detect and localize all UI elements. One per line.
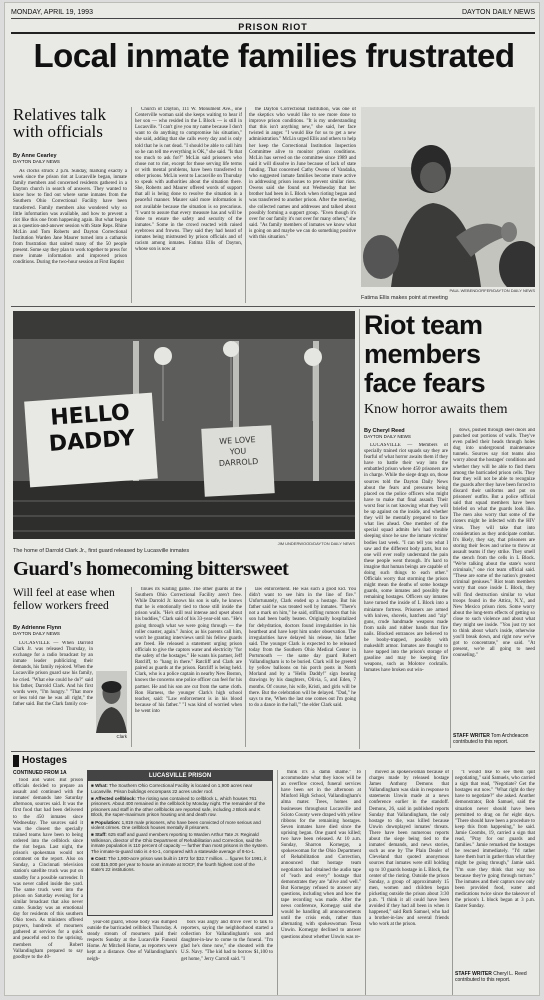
hostages-col-5: moved as spokeswoman because of charges made by released hostage James Anthony Demons that Vallandingham was slain in response to statements Unwin made at a news conference earlier in the standoff. Demons, 26, said in published reports Sunday that Vallandingham, the only hostage to die, was killed because Unwin downplayed inmates' threats. There have been numerous reports about the siege being tied to the inmates' demands, and news stories, such as one by The Plain Dealer of Cleveland that quoted anonymous sources that inmates were still holding up to 10 guards hostage in L Block, the center of the rioting. Outside the prison Sunday, a group of approximately 15 men, women and children began picketing outside the prison about 3:30 p.m. "I think it all could have been avoided if they had all been in when it happened," said Ruth Samuel, who had a brother-in-law and several friends who work at the prison. (369, 770, 449, 928)
hostages-col-6: "I would like to see them quit negotiating," said Samuels, who carried a sign that read, "Negotiate? Get the hostages out now." "What right do they have to negotiate?" she asked. Another demonstrator, Bob Samuel, said the situation never should have been permitted to drag on for eight days. "There should have been a procedure to keep this from happening," he said. Jamie Coombs, 19, carried a sign that read, "Pray for our guards and families." Jamie remarked the hostages be rescued immediately. "I'd rather have them hurt in gather than what they might be going through," Jamie said. "I'm sure they think that way too because they're going through torture." The inmates and their captors now only been provided food, water and medications twice since the takeover of the prison's L block began at 3 p.m. Easter Sunday. (455, 770, 535, 910)
relatives-col-1: As clocks struck 2 p.m. Sunday, marking exactly a week since the prison riot at Lucasville began, inmate family members and concerned residents gathered in a Dayton church in search of answers. They wanted to know how to find out where some inmates from the Southern Ohio Correctional Facility have been transferred. Family members also wondered why so little information was available, and how to prevent a riot like this one from happening again. But what began as a question-and-answer session with State Reps. Rhine McLin and Tom Roberts and Dayton Correctional Institution Warden Jane Maurer turned into a catharsis from frustration that united many of the 50 people present. Some say they plan to work together to press for more inmate information and improved prison conditions. During the two-hour session at First Baptist (13, 169, 127, 266)
guard-col-3: law enforcement. He was such a good kid. You didn't want to see him in the line of fire." Unfortunately, Clark ended up a hostage. But his father said he was treated well by inmates. "There's not a mark on him," he said, stifling rumors that his son had been badly beaten. Originally hospitalized for dehydration, doctors found irregularities in his heartbeat and have kept him under observation. The irregularities have delayed his release, his father said. The younger Clark is expected to be released today from the Southern Ohio Medical Center in Portsmouth — the same day guard Robert Vallandingham is to be buried. Clark will be greeted by yellow balloons on his porch posts in North Morland and by a "Hello Daddy!" sign bearing drawings by his daughters, Olivia, 5, and Eden, 7 months. Of course, his wife, Kristi, and girls will be there. But the celebration will be delayed. "Dad," he says to me, 'When the last one comes out I'm going to do a dance in the hall,'" the elder Clark said. (249, 587, 356, 708)
meeting-photo-illustration (361, 107, 535, 287)
factbox-title: LUCASVILLE PRISON (88, 771, 272, 781)
hostages-col-3: bors was angry and drove over to talk to reporters, saying the neighborhood started a collection for Vallandingham's son and daughter-in-law to come to the funeral. "I'm glad he's done now," she shouted with the U.S. Navy. "The kid had to borrow $1,100 to get home," Jerry Carroll said. "I (181, 920, 273, 962)
folio (11, 7, 535, 19)
fatima-photo-caption: Fatima Ellis makes point at meeting (361, 295, 448, 301)
main-headline: Local inmate families frustrated (33, 37, 515, 74)
factbox-items (88, 781, 272, 876)
folio-date: MONDAY, APRIL 19, 1993 (11, 9, 93, 16)
relatives-deck: Relatives talk with officials (13, 105, 107, 142)
clark-home-photo (13, 311, 355, 539)
hostages-tagline: STAFF WRITER Cheryl L. Reed contributed to this report. (455, 971, 527, 983)
we-love-you-sign: WE LOVE YOU DARROLD (218, 435, 259, 469)
guard-byline: By Adrienne Flynn DAYTON DAILY NEWS (13, 625, 62, 636)
riot-team-byline: By Cheryl Reed DAYTON DAILY NEWS (364, 428, 411, 439)
guard-col-2: tinues its waiting game. The other guards at the Southern Ohio Correctional Facility aren't free. While Darrold Jr. knows his son is safe, he knows that he is emotionally tied to those still inside the prison walls. "He's still real intense and upset about his buddies," Clark said of his 33-year-old son. "He's going through what we were going through — the roller coaster, again." Junior, as his parents call him, won't be granting interviews until his fellow guards are freed. He released a statement urging prison officials to give the captors water and electricity "for the safety of the hostages." He wants his partner, Jeff Ratcliff, to "hang in there." Ratcliff and Clark are paired as guards at the prison. Ratcliff is being held. Clark, who is a police captain in nearby New Boston, knows the concerns one police officer can feel for his partner. He and his son are cut from the same cloth. Ron Harness, the younger Clark's high school teacher, said: "Law enforcement is in his blood because of his father." "I was kind of worried when he went into (135, 587, 242, 714)
riot-team-deck: Know horror awaits them (364, 402, 508, 417)
riot-team-col-2: dows, pushed through steel doors and punched out portions of walls. They've even pulled their heads through holes dug into underground maintenance tunnels. Sources say riot teams also worry about the hostages' conditions and whether they will be able to find them among the barricaded prison cells. They fear they will not be able to recognize the guards after they have been forced to discard their uniforms and put on prisoners' outfits. But a police official said that squad members have been briefed on what the guards look like. The men also worry that some of the rioters might be infected with the HIV virus. They will take that into consideration as they anticipate combat. It's likely, they say, that prisoners are storing their feces and urine to throw at assault teams if they strike. They smell the stench from the cells in L Block. "We're talking about the state's worst criminals," one riot team official said. "These are some of the nation's greatest criminal geniuses." Riot team members worry that once inside L Block, they will find destruction similar to what troops found in the Attica, N.Y., and New Mexico prison riots. Some worry about the long-term effects of getting so close to such violence and about what they might see inside. "You just try not to think about what's inside, otherwise you'll break down, and right now we've got to concentrate," one said. "At present, we're all going to need counseling." (453, 428, 535, 659)
lucasville-prison-factbox (87, 770, 273, 916)
newspaper-page (4, 2, 540, 996)
relatives-col-2: Church of Dayton, 111 W. Monument Ave., one Centerville woman said she keeps waiting to hear if her son — who resided in the L Block — is still in Lucasville. "I can't give you my name because I don't want to do anything to compromise his situation," she said, adding that she calls every day and is only told that he is not dead. "I should be able to call him so he can tell me everything is OK," she said. "Is that too much to ask for?" McLin said prisoners who chose not to riot, except for those serving life terms or with mental problems, have been transferred to other prisons. McLin went to Lucasville on Thursday to speak with authorities about the situation there. She, Roberts and Maurer offered words of support that all is being done to resolve the situation in a peaceful manner. Maurer said more information is not available because the situation is so precarious. "I want to assure that every measure has and will be done to ensure the safety and security of the inmates." Some in the crowd reacted with raised eyebrows and frowns. They said they had heard of inmates being mistreated by prison officials and of racism among inmates. Fatima Ellis of Dayton, whose son is now at (135, 107, 242, 253)
fatima-photo-credit: PAUL WEBENDORFER/DAYTON DAILY NEWS (449, 288, 535, 293)
factbox-item: ■ Affected cellblock: The rioting was contained to cellblock L, which houses 761 prisoners. About 400 remained in the cellblock by Monday night. The remainder of the prisoners and staff in the other cellblocks are reported safe, including J Block and K Block, the super-maximum prison housing unit and death row. (91, 795, 266, 818)
clark-thumbnail-photo (96, 671, 127, 733)
factbox-item: ■ Cost: The 1,900-acre prison was built in 1972 for $32.7 million. ... figures for 1991, it cost $15,000 per year to house an inmate at SOCF, the fourth highest cost of the state's 22 institutions. (91, 856, 267, 873)
relatives-byline: By Anne Cearley DAYTON DAILY NEWS (13, 153, 60, 164)
factbox-item: ■ What: The Southern Ohio Correctional Facility is located on 1,900 acres near Lucasville. Prison buildings encompass 22 acres under roof. (91, 783, 253, 794)
clark-photo-caption: The home of Darrold Clark Jr., first guard released by Lucasville inmates (13, 548, 190, 554)
factbox-item: ■ Population: 1,819 male prisoners, who have been convicted of more serious and violent crimes. One cellblock houses mentally ill prisoners. (91, 819, 261, 831)
guard-deck: Will feel at ease when fellow workers freed (13, 587, 115, 612)
hostages-continued: CONTINUED FROM 1A (13, 770, 67, 776)
clark-photo-credit: JIM UNDERWOOD/DAYTON DAILY NEWS (277, 541, 355, 546)
riot-team-headline: Riot team members face fears (364, 310, 486, 398)
fatima-ellis-photo (361, 107, 535, 287)
hostages-col-1: food and water. But prison officials decided to prepare an assault and continued with the inmates' demands late Saturday afternoon, sources said. It was the first food that had been delivered to the 450 inmates since Wednesday. The sources said it was the closest the specially trained teams have been to being ordered into the cellblock since the riot began. Last night, the prison's spokesman would not comment on the report. Also on Sunday, a Cincinnati television station's satellite truck was put on standby for a possible surrender. It was never called inside the yard. The same truck went into the prison on Saturday evening for a similar broadcast that also never came. Sunday was an emotional day for residents of this southern Ohio town. As ministers offered prayers, hundreds of mourners gathered at services for a quick and peaceful end to the uprising, members of Robert Vallandingham prepared to say goodbye to the 40- (13, 778, 83, 960)
hostages-col-2: year-old guard, whose body was dumped outside the barricaded cellblock Thursday. A steady stream of mourners paid their respects Sunday at the Lucasville Funeral Home. At Mitchell Home, as reporters were kept at a distance. One of Vallandingham's neigh- (87, 920, 177, 962)
hostages-col-4: think it's a damn shame." To accommodate what they know will be an overflow crowd, funeral services have been set in the afternoon at Minford High School, Vallandingham's alma mater. Trees, homes and businesses throughout Lucasville and Scioto County were draped with yellow ribbons for the remaining hostages. Seven inmates have died since the uprising began. One guard was killed; two have been released. At 10 a.m. Sunday, Sharron Kornegay, a spokeswoman for the Ohio Department of Rehabilitation and Correction, announced that hostage team negotiators had obtained the audio tape of "each and every" hostage that demonstrates they are "alive and well." But Kornegay refused to answer any questions, including when and how the tape recording was made. After the news conference, Kornegay said she would be handling all announcements until the crisis ends, rather than alternating with spokeswoman Tessa Unwin. Kornegay declined to answer questions about whether Unwin was re- (281, 770, 361, 940)
section-label: PRISON RIOT (11, 21, 535, 34)
guard-headline: Guard's homecoming bittersweet (13, 558, 289, 580)
guard-col-1: LUCASVILLE — When Darrold Clark Jr. was released Thursday, in exchange for a radio broadcast by an inmate leader publicizing their demands, his family rejoiced. When the Lucasville prison guard saw his family, he cried. "What else could he do?" said his father, Darrold Clark. And his first words were, "I'm hungry." "That more or less told me he was all right," the father said. But the Clark family con- (13, 641, 93, 707)
riot-team-tagline: STAFF WRITER Tom Archdeacon contributed to this report. (453, 733, 529, 745)
riot-team-col-1: LUCASVILLE — Members of specially trained riot squads say they are fearful of what horror awaits them if they have to battle their way into the embattled prison where 450 prisoners are in charge. While the siege drags on, those sources told the Dayton Daily News about the fears and pressures being placed on the police officers who might have to make that final assault. Their worst fear is not knowing what they will be up against on the inside, and whether they will be mentally prepared to face what lies ahead. One member of the special squad admits he's had trouble sleeping since he saw the inmate victims' bodies last week. "I can tell you what I saw and the different body parts, but no one will ever really understand the pain these people went through. It's hard to imagine that human beings are capable of doing such things to each other." Officials worry that storming the prison might mean the deaths of some hostage guards, some inmates and possibly the remaining hostages. Officers say inmates have turned the inside of L Block into a miniature fortress. Prisoners are armed with knives, shovels, hatchets and "zip" guns, crude handmade weapons made from nails and rubber bands that fire nails. Blocked entrances are believed to be booby-trapped, possibly with makeshift armor. Inmates are thought to have tapped into the prison's storage of gasoline and may be keeping fire weapons, such as Molotov cocktails. Inmates have broken out win- (364, 443, 448, 674)
clark-thumbnail-caption: Clark (116, 734, 127, 739)
hostages-title: Hostages (13, 755, 113, 767)
clark-portrait (96, 671, 127, 733)
hello-daddy-sign: HELLO DADDY (48, 400, 136, 457)
factbox-item: ■ Staff: 625 staff and guard members reporting to Warden Arthur Tate Jr. Reginald Wilkinson, director of the Ohio Department of Rehabilitation and Correction, said the inmate population is 110 percent of capacity — further than most prisons in the system. The inmate-to-guard ratio is 4-to-1, compared with a statewide average of 8-to-1. (91, 832, 268, 855)
relatives-col-3: the Dayton Correctional Institution, was one of the skeptics who would like to see more done to improve prison conditions. "It is my understanding that this isn't anything new," she said, her face twisted in anger. "I would like for us to get a new administration." McLin urged Ellis and others to help her keep the Correctional Institution Inspection Committee alive to monitor prison conditions. McLin has served on the committee since 1989 and said it will dissolve in June because of lack of state funding. That concerned Cathy Owens of Vandalia, who suggested inmate families become more active in addressing prison issues to prevent similar riots. Owens said she found out Wednesday that her brother had been in L Block when rioting began and was transferred to another prison. After the meeting, she collected names and addresses and talked about possibly forming a support group. "Even though it's over for our family it's not over for many others," she said. "As family members of inmates we know what is going on and maybe we can do something positive with this situation." (249, 107, 356, 240)
folio-paper: DAYTON DAILY NEWS (462, 9, 535, 16)
